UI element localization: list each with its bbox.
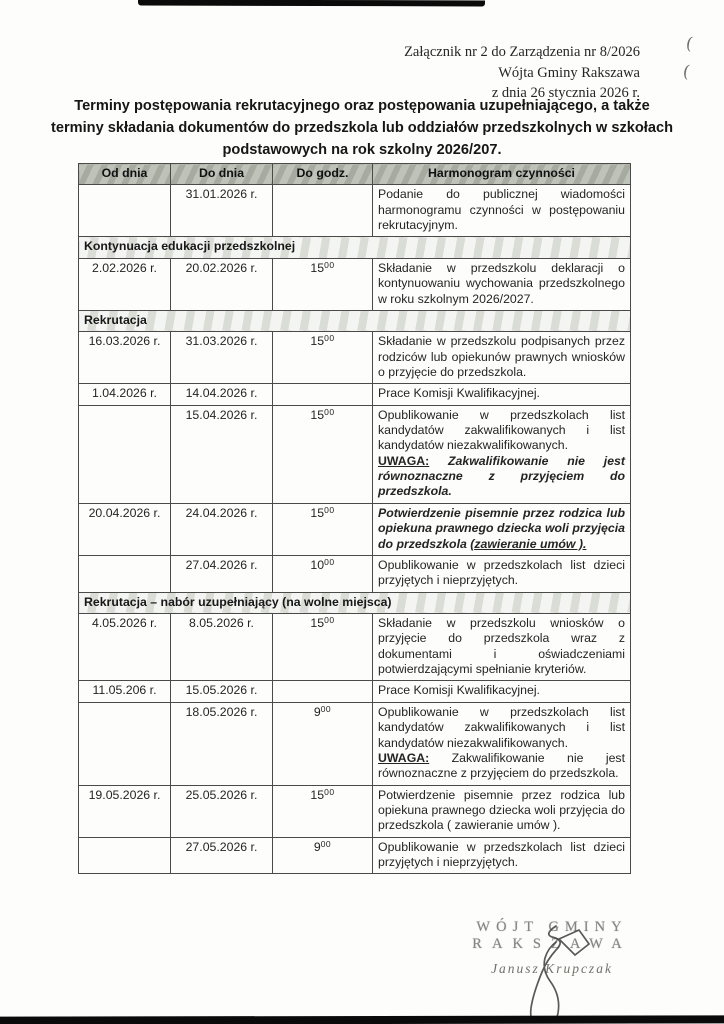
attachment-header: [404, 42, 640, 104]
column-header-od-dnia: Od dnia: [79, 164, 171, 185]
section-label: Kontynuacja edukacji przedszkolnej: [79, 237, 631, 258]
cell-time: $15^{00}$: [273, 503, 373, 555]
table-row: [79, 702, 631, 785]
cell-activity-description: Opublikowanie w przedszkolach list dzieci przyjętych i nieprzyjętych.: [373, 837, 631, 874]
handwritten-signature: [455, 912, 655, 1022]
table-row: [79, 503, 631, 555]
column-header-do-godz: Do godz.: [273, 164, 373, 185]
table-row: [79, 332, 631, 384]
cell-from-date: [79, 837, 171, 874]
scan-artifact-top-bar: [138, 0, 485, 6]
cell-from-date: 11.05.206 r.: [79, 681, 171, 702]
cell-to-date: 15.04.2026 r.: [171, 405, 273, 503]
cell-time: $15^{00}$: [273, 258, 373, 310]
cell-activity-description: Składanie w przedszkolu podpisanych przez rodziców lub opiekunów prawnych wniosków o przyjęcie do przedszkola.: [373, 332, 631, 384]
cell-time: $9^{00}$: [273, 837, 373, 874]
section-label: Rekrutacja – nabór uzupełniający (na wolne miejsca): [79, 592, 631, 613]
attachment-line: z dnia 26 stycznia 2026 r.: [491, 85, 640, 102]
cell-from-date: [79, 555, 171, 592]
cell-to-date: 31.03.2026 r.: [171, 332, 273, 384]
cell-activity-description: Składanie w przedszkolu deklaracji o kontynuowaniu wychowania przedszkolnego w roku szkolnym 2026/2027.: [373, 258, 631, 310]
scan-artifact-bottom-bar: [0, 1015, 724, 1024]
table-row: [79, 258, 631, 310]
cell-activity-description: Prace Komisji Kwalifikacyjnej.: [373, 681, 631, 702]
cell-to-date: 27.04.2026 r.: [171, 555, 273, 592]
cell-to-date: 20.02.2026 r.: [171, 258, 273, 310]
cell-time: $9^{00}$: [273, 702, 373, 785]
staple-mark-icon: (: [681, 61, 692, 83]
cell-to-date: 25.05.2026 r.: [171, 785, 273, 837]
cell-from-date: 1.04.2026 r.: [79, 384, 171, 405]
cell-to-date: 31.01.2026 r.: [171, 185, 273, 237]
cell-from-date: 4.05.2026 r.: [79, 613, 171, 680]
cell-from-date: [79, 185, 171, 237]
cell-time: [273, 185, 373, 237]
table-row: [79, 681, 631, 702]
cell-from-date: [79, 702, 171, 785]
cell-from-date: 16.03.2026 r.: [79, 332, 171, 384]
document-title: Terminy postępowania rekrutacyjnego oraz postępowania uzupełniającego, a także terminy składania dokumentów do przedszkola lub oddziałów przedszkolnych w szkołach podstawowych na rok szkolny 2026/207.: [51, 98, 673, 158]
table-row: [79, 555, 631, 592]
stamp-municipality-line: RAKSZAWA: [472, 936, 632, 952]
table-row: [79, 185, 631, 237]
table-row: [79, 785, 631, 837]
cell-to-date: 14.04.2026 r.: [171, 384, 273, 405]
cell-time: [273, 681, 373, 702]
cell-time: $15^{00}$: [273, 785, 373, 837]
cell-to-date: 8.05.2026 r.: [171, 613, 273, 680]
cell-activity-description: Podanie do publicznej wiadomości harmonogramu czynności w postępowaniu rekrutacyjnym.: [373, 185, 631, 237]
cell-to-date: 18.05.2026 r.: [171, 702, 273, 785]
attachment-line: Wójta Gminy Rakszawa: [498, 64, 640, 81]
table-row: [79, 405, 631, 503]
table-row: [79, 384, 631, 405]
table-row: [79, 837, 631, 874]
cell-from-date: 2.02.2026 r.: [79, 258, 171, 310]
section-row: [79, 310, 631, 331]
table-row: [79, 613, 631, 680]
cell-activity-description: Opublikowanie w przedszkolach list kandydatów zakwalifikowanych i list kandydatów niezakwalifikowanych. UWAGA: Zakwalifikowanie nie jest równoznaczne z przyjęciem do przedszkola.: [373, 702, 631, 785]
cell-from-date: [79, 405, 171, 503]
cell-to-date: 24.04.2026 r.: [171, 503, 273, 555]
cell-to-date: 27.05.2026 r.: [171, 837, 273, 874]
schedule-table-body: [79, 185, 631, 874]
recruitment-schedule-table: [78, 163, 631, 874]
attachment-line: Załącznik nr 2 do Zarządzenia nr 8/2026: [404, 44, 640, 60]
cell-activity-description: Potwierdzenie pisemnie przez rodzica lub opiekuna prawnego dziecka woli przyjęcia do przedszkola (zawieranie umów ).: [373, 503, 631, 555]
cell-activity-description: Prace Komisji Kwalifikacyjnej.: [373, 384, 631, 405]
staple-mark-icon: (: [684, 33, 695, 55]
cell-from-date: 19.05.2026 r.: [79, 785, 171, 837]
cell-time: $15^{00}$: [273, 613, 373, 680]
cell-activity-description: Opublikowanie w przedszkolach list dzieci przyjętych i nieprzyjętych.: [373, 555, 631, 592]
signature-name: Janusz Krupczak: [491, 961, 613, 976]
section-row: [79, 592, 631, 613]
cell-time: [273, 384, 373, 405]
section-row: [79, 237, 631, 258]
cell-activity-description: Składanie w przedszkolu wniosków o przyjęcie do przedszkola wraz z dokumentami i oświadczeniami potwierdzającymi spełnianie kryteriów.: [373, 613, 631, 680]
table-header-row: [79, 164, 631, 185]
section-label: Rekrutacja: [79, 310, 631, 331]
cell-time: $15^{00}$: [273, 332, 373, 384]
column-header-do-dnia: Do dnia: [171, 164, 273, 185]
cell-from-date: 20.04.2026 r.: [79, 503, 171, 555]
stamp-title-line: WÓJT GMINY: [476, 919, 628, 935]
cell-activity-description: Opublikowanie w przedszkolach list kandydatów zakwalifikowanych i list kandydatów niezakwalifikowanych. UWAGA: Zakwalifikowanie nie jest równoznaczne z przyjęciem do przedszkola.: [373, 405, 631, 503]
cell-time: $15^{00}$: [273, 405, 373, 503]
cell-activity-description: Potwierdzenie pisemnie przez rodzica lub opiekuna prawnego dziecka woli przyjęcia do przedszkola ( zawieranie umów ).: [373, 785, 631, 837]
cell-to-date: 15.05.2026 r.: [171, 681, 273, 702]
column-header-harmonogram: Harmonogram czynności: [373, 164, 631, 185]
cell-time: $10^{00}$: [273, 555, 373, 592]
